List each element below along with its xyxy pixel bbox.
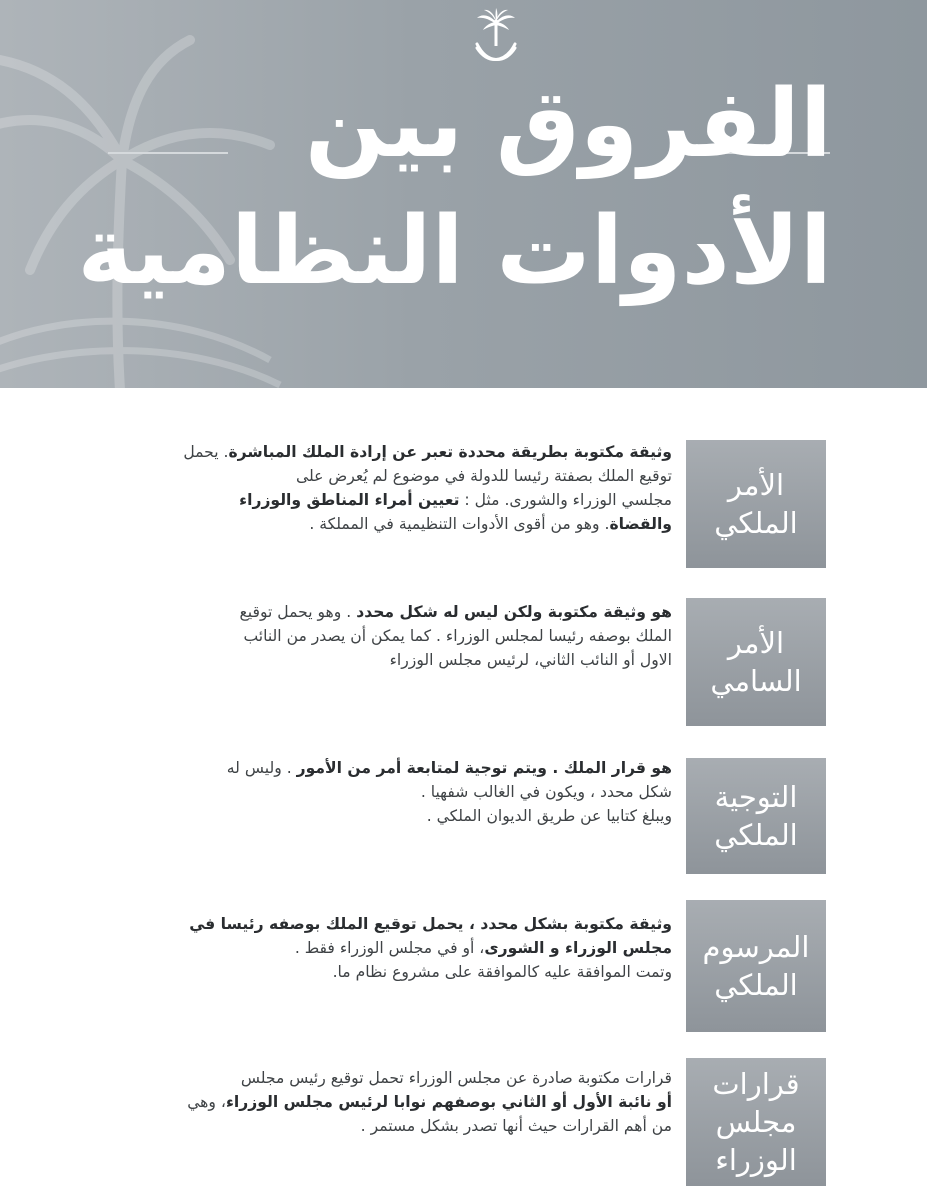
desc-line: شكل محدد ، ويكون في الغالب شفهيا .	[420, 783, 672, 801]
desc-line: مجلس الوزراء و الشورى، أو في مجلس الوزراء فقط .	[294, 939, 672, 957]
desc-council-resolutions	[112, 1066, 672, 1138]
desc-royal-directive	[112, 756, 672, 828]
term-royal-directive: التوجية الملكي	[686, 758, 826, 874]
term-royal-decree: المرسوم الملكي	[686, 900, 826, 1032]
desc-line: هو وثيقة مكتوبة ولكن ليس له شكل محدد . وهو يحمل توقيع	[239, 603, 672, 621]
desc-line: والقضاة. وهو من أقوى الأدوات التنظيمية في المملكة .	[309, 515, 672, 533]
desc-line: أو نائبة الأول أو الثاني بوصفهم نوابا لرئيس مجلس الوزراء، وهي	[187, 1093, 672, 1111]
header-banner	[0, 0, 927, 388]
page-title-line2: الأدوات النظامية	[77, 197, 832, 306]
page-title-line1: الفروق بين	[304, 70, 832, 179]
term-high-order: الأمر السامي	[686, 598, 826, 726]
desc-line: الملك بوصفه رئيسا لمجلس الوزراء . كما يمكن أن يصدر من النائب	[243, 627, 672, 645]
desc-line: مجلسي الوزراء والشورى. مثل : تعيين أمراء المناطق والوزراء	[239, 491, 672, 509]
desc-line: وثيقة مكتوبة بطريقة محددة تعبر عن إرادة الملك المباشرة. يحمل	[183, 443, 672, 461]
saudi-emblem-icon	[471, 8, 521, 70]
desc-line: توقيع الملك بصفتة رئيسا للدولة في موضوع لم يُعرض على	[295, 467, 672, 485]
desc-line: هو قرار الملك . ويتم توجية لمتابعة أمر من الأمور . وليس له	[226, 759, 672, 777]
desc-line: قرارات مكتوبة صادرة عن مجلس الوزراء تحمل توقيع رئيس مجلس	[240, 1069, 672, 1087]
desc-high-order	[112, 600, 672, 672]
desc-royal-order	[112, 440, 672, 536]
desc-line: ويبلغ كتابيا عن طريق الديوان الملكي .	[426, 807, 672, 825]
term-royal-order: الأمر الملكي	[686, 440, 826, 568]
desc-royal-decree	[112, 912, 672, 984]
term-council-resolutions: قرارات مجلس الوزراء	[686, 1058, 826, 1186]
desc-line: وثيقة مكتوبة بشكل محدد ، يحمل توقيع الملك بوصفه رئيسا في	[189, 915, 672, 933]
desc-line: وتمت الموافقة عليه كالموافقة على مشروع نظام ما.	[332, 963, 672, 981]
desc-line: الاول أو النائب الثاني، لرئيس مجلس الوزراء	[389, 651, 672, 669]
title-rule-left	[108, 152, 228, 154]
desc-line: من أهم القرارات حيث أنها تصدر بشكل مستمر .	[360, 1117, 672, 1135]
